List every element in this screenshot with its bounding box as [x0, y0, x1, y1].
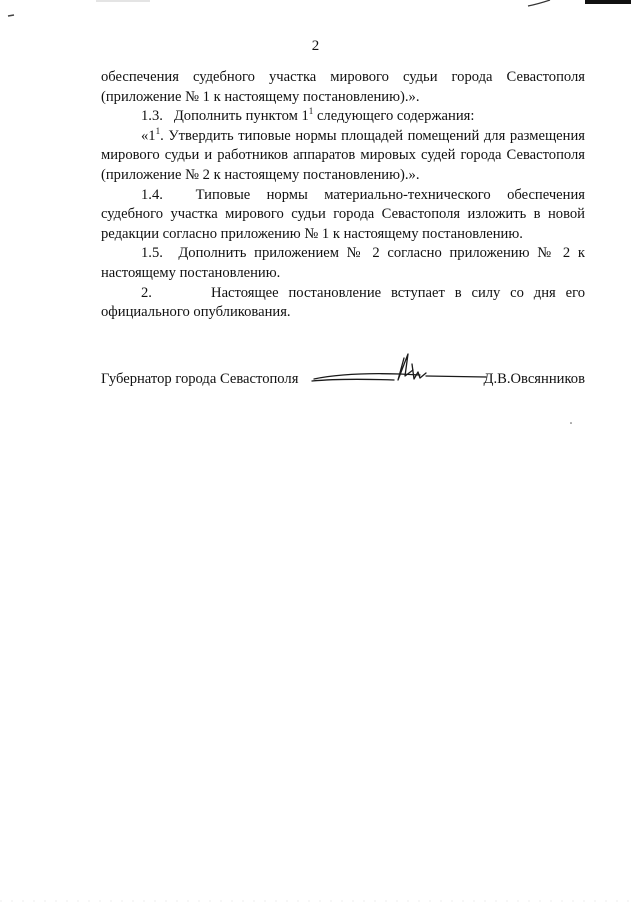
- paragraph-continuation: [101, 68, 585, 107]
- scan-artifact-top-right: [480, 0, 631, 20]
- paragraph-text: «1: [141, 127, 156, 144]
- superscript: 1: [308, 106, 314, 117]
- document-body: [101, 68, 585, 323]
- paragraph-text: следующего содержания:: [313, 108, 475, 125]
- paragraph-1-5: [101, 244, 585, 283]
- paragraph-text: 1.3. Дополнить пунктом 1: [141, 108, 309, 125]
- handwritten-signature: [308, 346, 488, 396]
- scan-artifact-dot: [568, 420, 574, 426]
- paragraph-text: 1.5. Дополнить приложением № 2 согласно приложению № 2 к настоящему постановлению.: [101, 245, 585, 281]
- scan-artifact-bottom-edge: [0, 895, 631, 905]
- page-number: 2: [311, 38, 320, 54]
- paragraph-text: 2. Настоящее постановление вступает в силу со дня его официального опубликования.: [101, 284, 585, 321]
- paragraph-text: 1.4. Типовые нормы материально-технического обеспечения судебного участка мирового судьи города Севастополя изложить в новой редакции согласно приложению № 1 к настоящему постановлению.: [101, 186, 585, 242]
- signatory-title: Губернатор города Севастополя: [101, 371, 299, 387]
- paragraph-1-3: [101, 107, 585, 127]
- paragraph-1-4: [101, 186, 585, 245]
- scan-artifact-top-left: [0, 0, 160, 30]
- paragraph-text: . Утвердить типовые нормы площадей помещений для размещения мирового судьи и работников аппаратов мировых судей города Севастополя (приложение № 2 к настоящему постановлению).».: [101, 127, 585, 183]
- paragraph-quoted-item: [101, 127, 585, 186]
- superscript: 1: [155, 125, 161, 136]
- paragraph-2: [101, 284, 585, 323]
- paragraph-text: обеспечения судебного участка мирового судьи города Севастополя (приложение № 1 к настоящему постановлению).».: [101, 69, 585, 105]
- signatory-name: Д.В.Овсянников: [483, 371, 585, 387]
